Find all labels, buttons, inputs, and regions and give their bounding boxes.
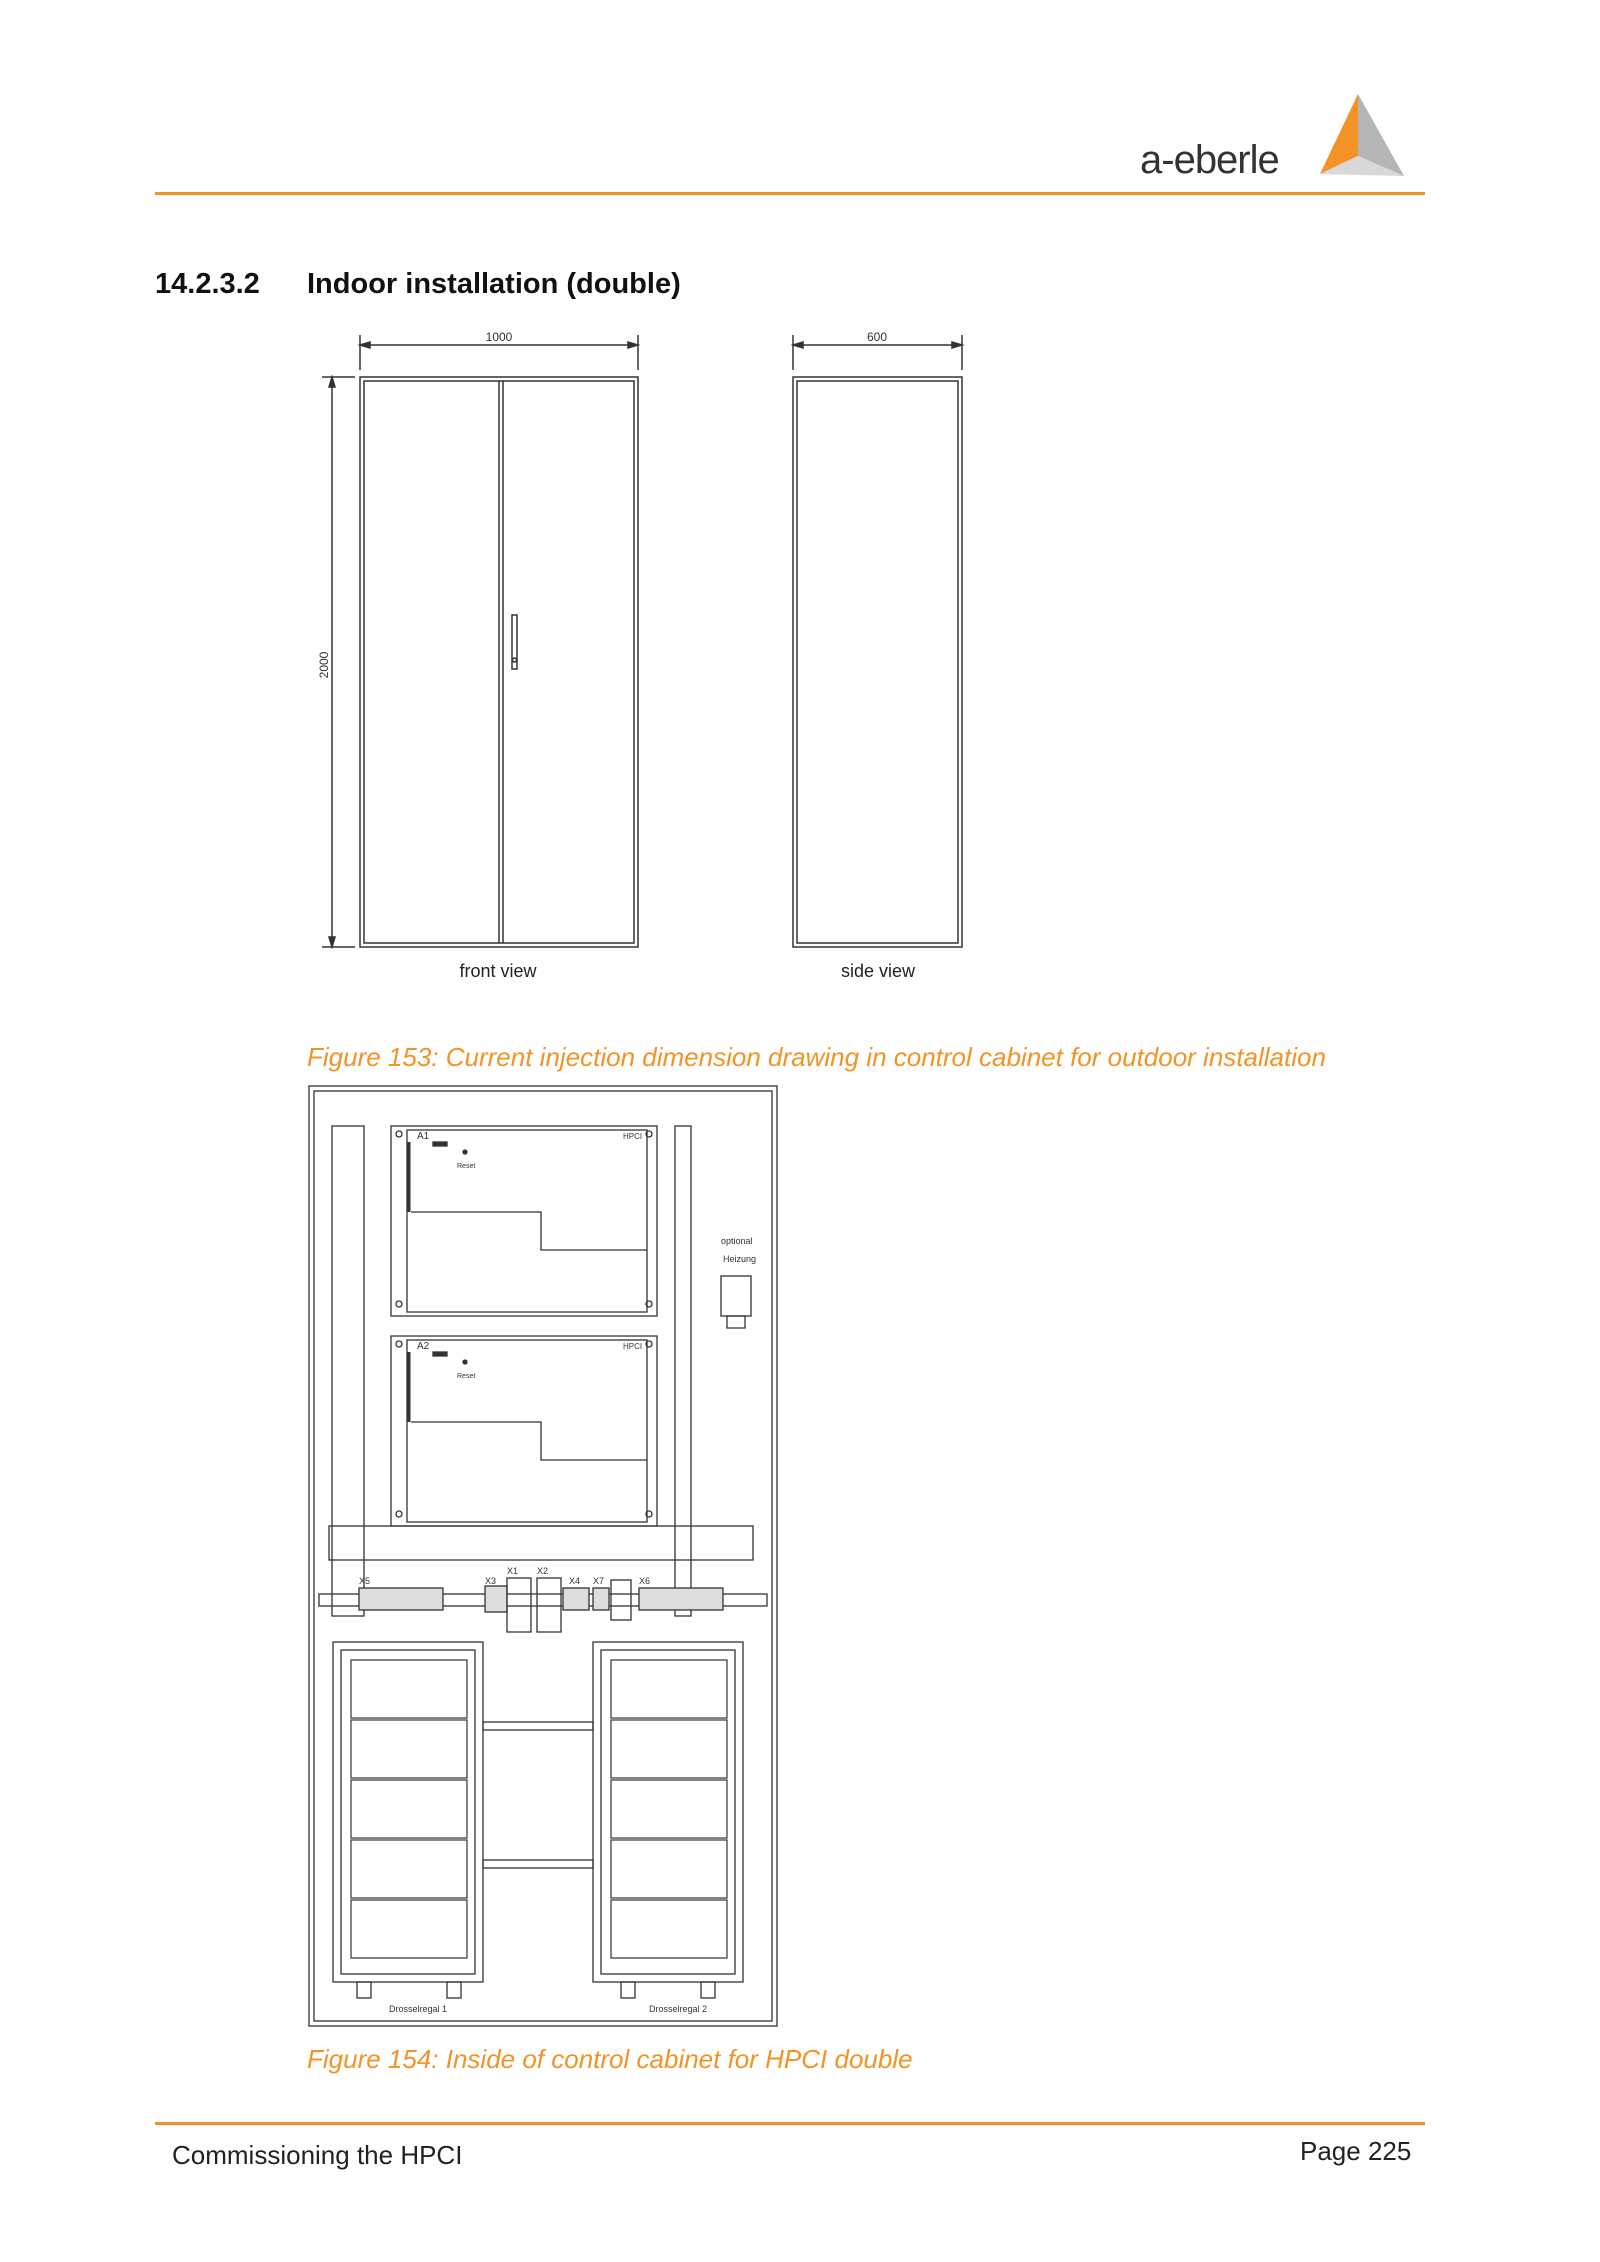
heater bbox=[721, 1276, 751, 1316]
footer-rule bbox=[155, 2122, 1425, 2125]
choke-shelf-2 bbox=[593, 1642, 743, 1982]
footer-chapter: Commissioning the HPCI bbox=[172, 2140, 463, 2170]
unit-a1-reset: Reset bbox=[457, 1163, 476, 1170]
figure-153-caption: Figure 153: Current injection dimension drawing in control cabinet for outdoor installation bbox=[307, 1042, 1326, 1072]
unit-a1 bbox=[391, 1126, 657, 1316]
section-title: Indoor installation (double) bbox=[307, 268, 681, 300]
terminal-x3: X3 bbox=[485, 1576, 497, 1586]
side-view-label: side view bbox=[840, 961, 916, 981]
terminal-x6: X6 bbox=[639, 1576, 651, 1586]
terminal-x5: X5 bbox=[359, 1576, 371, 1586]
unit-a2-brand: HPCI bbox=[623, 1342, 643, 1351]
dimension-width-side: 600 bbox=[866, 330, 888, 344]
side-cabinet-outline bbox=[793, 377, 962, 947]
optional-label: optional bbox=[721, 1236, 753, 1246]
choke-shelf-1-label: Drosselregal 1 bbox=[389, 2004, 448, 2014]
cabinet-interior-drawing bbox=[305, 1082, 785, 2032]
terminal-x2: X2 bbox=[537, 1566, 549, 1576]
dimension-width-front: 1000 bbox=[485, 330, 513, 344]
terminal-x1: X1 bbox=[507, 1566, 519, 1576]
page-number: Page 225 bbox=[1300, 2136, 1412, 2166]
heater-label: Heizung bbox=[723, 1254, 757, 1264]
unit-a2 bbox=[391, 1336, 657, 1526]
terminal-x7: X7 bbox=[593, 1576, 605, 1586]
header-rule bbox=[155, 192, 1425, 195]
section-number: 14.2.3.2 bbox=[155, 268, 260, 300]
choke-shelf-2-label: Drosselregal 2 bbox=[649, 2004, 708, 2014]
dimension-height: 2000 bbox=[317, 651, 331, 679]
cabinet-outline bbox=[309, 1086, 777, 2026]
choke-shelf-1 bbox=[333, 1642, 483, 1982]
dimension-drawing bbox=[300, 325, 1000, 985]
unit-a2-label: A2 bbox=[417, 1341, 430, 1352]
unit-a1-brand: HPCI bbox=[623, 1132, 643, 1141]
unit-a2-reset: Reset bbox=[457, 1373, 476, 1380]
unit-a1-label: A1 bbox=[417, 1131, 430, 1142]
terminal-x4: X4 bbox=[569, 1576, 581, 1586]
brand-logo-text: a-eberle bbox=[1140, 138, 1279, 182]
figure-154-caption: Figure 154: Inside of control cabinet for HPCI double bbox=[307, 2044, 913, 2074]
brand-logo-icon bbox=[1300, 92, 1410, 184]
front-view-label: front view bbox=[459, 961, 537, 981]
